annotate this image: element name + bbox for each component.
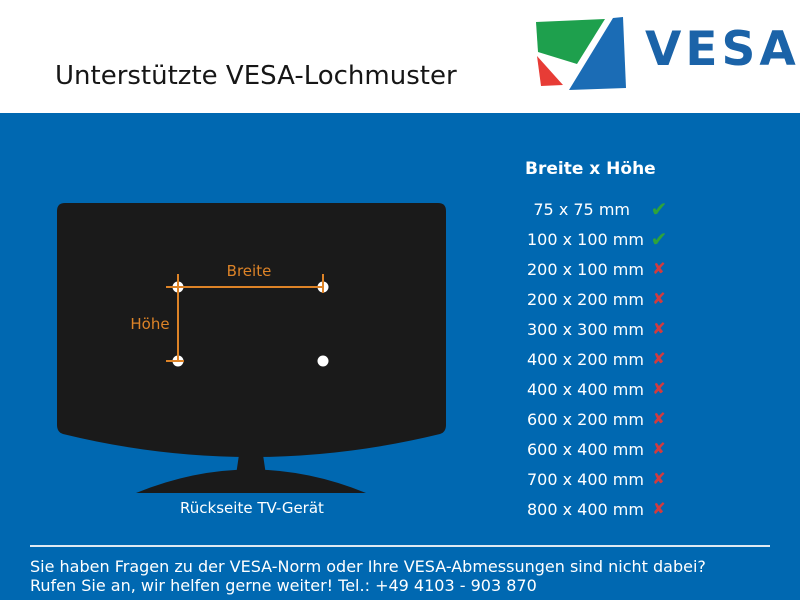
cross-icon: ✘ xyxy=(652,379,666,398)
footer-divider xyxy=(30,545,770,547)
footer-question-text: Sie haben Fragen zu der VESA-Norm oder Ihre VESA-Abmessungen sind nicht dabei? xyxy=(30,557,706,576)
tv-back-diagram xyxy=(0,113,500,600)
vesa-logo-icon xyxy=(533,13,635,101)
table-row xyxy=(527,434,672,464)
table-row xyxy=(527,344,672,374)
size-label: 75 x 75 mm xyxy=(533,199,630,219)
footer-phone-text: Rufen Sie an, wir helfen gerne weiter! Tel.: +49 4103 - 903 870 xyxy=(30,576,537,595)
check-icon: ✔ xyxy=(650,227,668,251)
table-row xyxy=(527,374,672,404)
cross-icon: ✘ xyxy=(652,439,666,458)
width-dimension-label: Breite xyxy=(226,262,272,280)
table-row xyxy=(527,194,672,224)
table-row xyxy=(527,314,672,344)
page-header xyxy=(0,0,800,113)
vesa-hole-bottom-right xyxy=(318,356,329,367)
size-label: 400 x 200 mm xyxy=(527,349,644,369)
vesa-size-list xyxy=(527,194,672,524)
size-label: 200 x 100 mm xyxy=(527,259,644,279)
table-row xyxy=(527,464,672,494)
table-row xyxy=(527,494,672,524)
size-label: 300 x 300 mm xyxy=(527,319,644,339)
size-table-header: Breite x Höhe xyxy=(525,159,656,179)
table-row xyxy=(527,404,672,434)
check-icon: ✔ xyxy=(650,197,668,221)
size-label: 600 x 400 mm xyxy=(527,439,644,459)
cross-icon: ✘ xyxy=(652,319,666,338)
table-row xyxy=(527,224,672,254)
cross-icon: ✘ xyxy=(652,469,666,488)
table-row xyxy=(527,254,672,284)
height-dimension-label: Höhe xyxy=(130,315,170,333)
table-row xyxy=(527,284,672,314)
size-label: 100 x 100 mm xyxy=(527,229,644,249)
page-title: Unterstützte VESA-Lochmuster xyxy=(55,61,457,91)
cross-icon: ✘ xyxy=(652,499,666,518)
tv-stand-base xyxy=(136,470,366,494)
size-label: 400 x 400 mm xyxy=(527,379,644,399)
size-label: 700 x 400 mm xyxy=(527,469,644,489)
tv-body xyxy=(57,203,446,457)
vesa-logo-text: VESA xyxy=(645,22,800,77)
cross-icon: ✘ xyxy=(652,259,666,278)
cross-icon: ✘ xyxy=(652,289,666,308)
cross-icon: ✘ xyxy=(652,349,666,368)
size-label: 200 x 200 mm xyxy=(527,289,644,309)
size-label: 600 x 200 mm xyxy=(527,409,644,429)
tv-caption: Rückseite TV-Gerät xyxy=(180,499,324,517)
size-label: 800 x 400 mm xyxy=(527,499,644,519)
cross-icon: ✘ xyxy=(652,409,666,428)
